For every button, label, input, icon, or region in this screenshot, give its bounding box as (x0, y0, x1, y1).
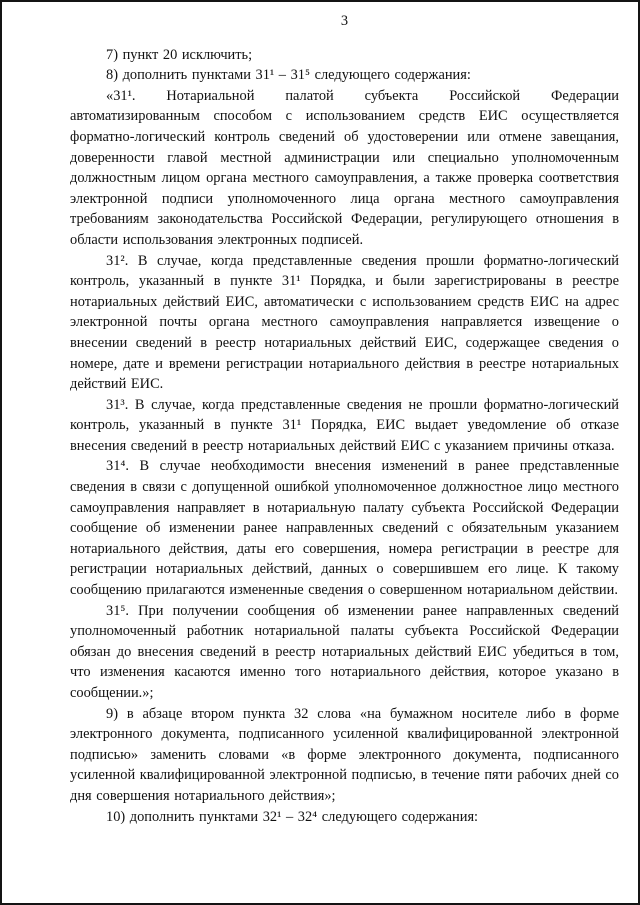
para-31-5: 31⁵. При получении сообщения об изменении ранее направленных сведений уполномоченный работник нотариальной палаты субъекта Российской Федерации обязан до внесения сведений в реестр нотариальных действий ЕИС убедиться в том, что изменения касаются именно того нотариального действия, которое указано в сообщении.»; (70, 602, 619, 701)
para-31-1: «31¹. Нотариальной палатой субъекта Российской Федерации автоматизированным способом с использованием средств ЕИС осуществляется форматно-логический контроль сведений об удостоверении или отмене завещания, доверенности главой местной администрации или специально уполномоченным должностным лицом органа местного самоуправления, а также проверка соответствия электронной подписи уполномоченного лица органа местного самоуправления требованиям законодательства Российской Федерации, регулирующего отношения в области использования электронных подписей. (70, 87, 619, 248)
page-number: 3 (340, 13, 349, 29)
para-item-10: 10) дополнить пунктами 32¹ – 32⁴ следующего содержания: (106, 808, 479, 825)
document-body (70, 45, 619, 828)
para-item-7: 7) пункт 20 исключить; (106, 46, 253, 63)
para-31-4: 31⁴. В случае необходимости внесения изменений в ранее представленные сведения в связи с допущенной ошибкой уполномоченное должностное лицо местного самоуправления направляет в нотариальную палату субъекта Российской Федерации сообщение об изменении ранее направленных сведений с обязательным указанием нотариального действия, даты его совершения, номера регистрации в реестре для регистрации нотариальных действий, данных о совершившем его лице. К такому сообщению прилагаются измененные сведения о совершенном нотариальном действии. (70, 458, 619, 599)
para-31-3: 31³. В случае, когда представленные сведения не прошли форматно-логический контроль, указанный в пункте 31¹ Порядка, ЕИС выдает уведомление об отказе внесения сведений в реестр нотариальных действий ЕИС с указанием причины отказа. (70, 396, 619, 454)
para-item-8: 8) дополнить пунктами 31¹ – 31⁵ следующего содержания: (106, 67, 471, 84)
para-item-9: 9) в абзаце втором пункта 32 слова «на бумажном носителе либо в форме электронного документа, подписанного усиленной квалифицированной электронной подписью» заменить словами «в форме электронного документа, подписанного усиленной квалифицированной электронной подписью, в течение пяти рабочих дней со дня совершения нотариального действия»; (70, 705, 619, 804)
para-31-2: 31². В случае, когда представленные сведения прошли форматно-логический контроль, указанный в пункте 31¹ Порядка, и были зарегистрированы в реестре нотариальных действий ЕИС, автоматически с использованием средств ЕИС на адрес электронной почты органа местного самоуправления направляется извещение о внесении сведений в реестр нотариальных действий ЕИС, содержащее сведения о номере, дате и времени регистрации нотариального действия в реестре нотариальных действий ЕИС. (70, 252, 619, 393)
